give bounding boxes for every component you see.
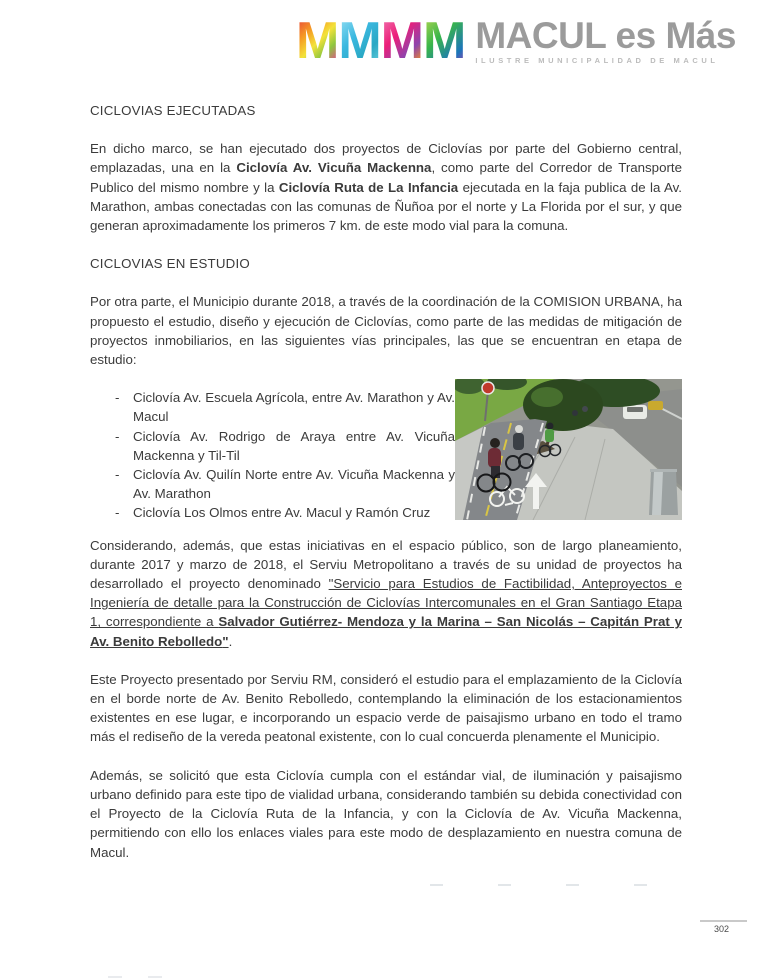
logo-m1: M xyxy=(296,12,339,70)
logo-text xyxy=(475,16,736,65)
background-cyclist xyxy=(572,410,578,416)
paragraph-considerando xyxy=(90,536,682,651)
trash-bin xyxy=(649,469,678,515)
study-list-and-photo xyxy=(90,388,682,522)
page-number: 302 xyxy=(713,924,730,934)
bullet-dash: - xyxy=(115,505,120,521)
logo-m4: M xyxy=(422,12,466,70)
ciclovias-list xyxy=(90,388,455,522)
logo-m2: M xyxy=(338,12,381,70)
faint-dashed-line xyxy=(430,884,696,886)
list-item xyxy=(115,427,455,465)
list-item-text: Ciclovía Av. Escuela Agrícola, entre Av. Marathon y Av. Macul xyxy=(133,390,455,425)
ciclovia-photo xyxy=(455,379,682,520)
list-item xyxy=(115,503,455,522)
p1-bold-ruta-infancia: Ciclovía Ruta de La Infancia xyxy=(278,179,459,195)
footer-rule xyxy=(700,920,747,922)
p3-underline-servicio: "Servicio para Estudios de Factibilidad, Anteproyectos e Ingeniería de detalle para la Construcción de Ciclovías Intercomunales en el Gran Santiago Etapa 1, correspondiente a xyxy=(90,576,682,630)
document-content xyxy=(90,101,682,881)
p3-underline-bold-streets: Salvador Gutiérrez- Mendoza y la Marina – San Nicolás – Capitán Prat y Av. Benito Rebolledo xyxy=(90,614,682,649)
background-cyclist xyxy=(582,406,588,412)
bullet-dash: - xyxy=(115,390,120,406)
list-item-text: Ciclovía Av. Rodrigo de Araya entre Av. Vicuña Mackenna y Til-Til xyxy=(133,428,455,463)
p3-closing-quote: " xyxy=(222,633,229,649)
logo-m3: M xyxy=(380,12,423,70)
paragraph-ejecutadas xyxy=(90,139,682,235)
p1-run2: , como parte del Corredor de Transporte Publico del mismo nombre y la xyxy=(90,160,682,195)
list-item xyxy=(115,388,455,426)
list-item-text: Ciclovía Av. Quilín Norte entre Av. Vicuña Mackenna y Av. Marathon xyxy=(133,467,455,502)
faint-bottom-dashes xyxy=(108,976,178,978)
traffic-sign-icon xyxy=(482,382,494,394)
logo-subtitle: ILUSTRE MUNICIPALIDAD DE MACUL xyxy=(475,56,719,65)
list-item-text: Ciclovía Los Olmos entre Av. Macul y Ramón Cruz xyxy=(133,505,431,521)
paragraph-estudio-intro: Por otra parte, el Municipio durante 2018, a través de la coordinación de la COMISION URBANA, ha propuesto el estudio, diseño y ejecución de Ciclovías, como parte de las medidas de mitigación de proyectos inmobiliarios, en las siguientes vías principales, las que se encuentran en etapa de estudio: xyxy=(90,294,683,368)
bullet-dash: - xyxy=(115,428,120,444)
logo-title: MACUL es Más xyxy=(475,15,736,56)
heading-ciclovias-ejecutadas: CICLOVIAS EJECUTADAS xyxy=(90,103,256,118)
heading-ciclovias-en-estudio: CICLOVIAS EN ESTUDIO xyxy=(90,256,250,272)
bullet-dash: - xyxy=(115,467,120,483)
p3-run0: Considerando, además, que estas iniciativas en el espacio público, son de largo planeamiento, durante 2017 y marzo de 2018, el Serviu Metropolitano a través de su unidad de proyectos ha desarrollado el proyecto denominado xyxy=(90,537,682,592)
paragraph-ademas: Además, se solicitó que esta Ciclovía cumpla con el estándar vial, de iluminación y paisajismo urbano definido para este tipo de vialidad urbana, considerando también su debida conectividad con el Proyecto de la Ciclovía Ruta de la Infancia, y con la Ciclovía de Av. Vicuña Mackenna, permitiendo con ello los enlaces viales para este modo de desplazamiento en nuestra comuna de Macul. xyxy=(90,767,682,860)
logo-mmmm-icon xyxy=(296,12,466,70)
p1-bold-vicuna-mackenna: Ciclovía Av. Vicuña Mackenna xyxy=(236,160,432,176)
p3-period: . xyxy=(228,633,233,649)
list-item xyxy=(115,465,455,503)
municipality-logo xyxy=(296,12,736,70)
p1-run0: En dicho marco, se han ejecutado dos proyectos de Ciclovías por parte del Gobierno central, emplazadas, una en la xyxy=(90,141,682,176)
paragraph-proyecto-serviu: Este Proyecto presentado por Serviu RM, consideró el estudio para el emplazamiento de la Ciclovía en el borde norte de Av. Benito Rebolledo, contemplando la eliminación de los estacionamientos existentes en ese lugar, e incorporando un espacio verde de paisajismo urbano en todo el tramo más el rediseño de la vereda peatonal existente, con lo cual concuerda plenamente el Municipio. xyxy=(90,671,682,745)
tree xyxy=(531,387,563,407)
p1-run4: ejecutada en la faja publica de la Av. Marathon, ambas conectadas con las comunas de Ñuñoa por el norte y La Florida por el sur, y que generan aproximadamente los primeros 7 km. de este modo vial para la comuna. xyxy=(90,179,682,234)
